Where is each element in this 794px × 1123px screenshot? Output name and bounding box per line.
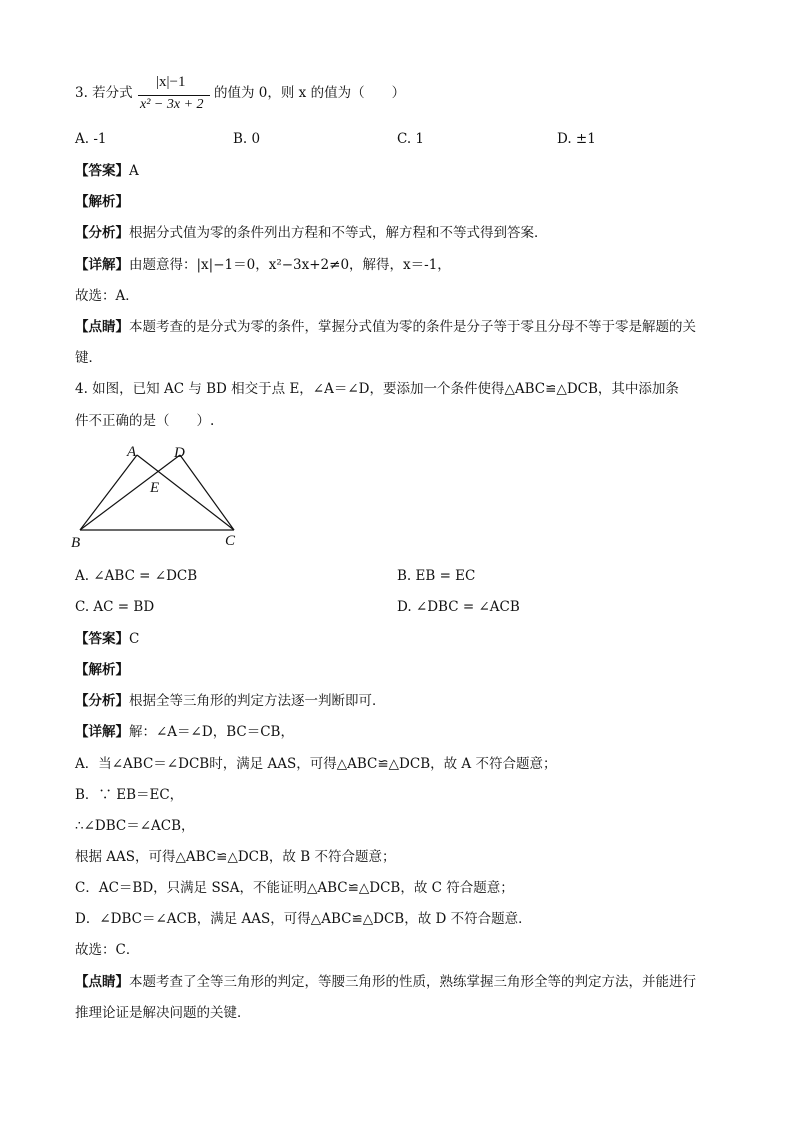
- q4-dianjing-cont: 推理论证是解决问题的关键．: [75, 1005, 251, 1021]
- q4-option-b: B. EB = EC: [397, 568, 476, 584]
- xiangjie-tag: 【详解】: [75, 257, 129, 273]
- dianjing-text: 本题考查的是分式为零的条件，掌握分式值为零的条件是分子等于零且分母不等于零是解题的关: [129, 319, 696, 335]
- q4-line-a: A．当∠ABC＝∠DCB时，满足 AAS，可得△ABC≌△DCB，故 A 不符合题意；: [75, 756, 557, 772]
- segment-ab: [80, 455, 137, 530]
- q4-analysis-tag: 【解析】: [75, 662, 129, 678]
- q4-line-b: B．∵ EB＝EC，: [75, 787, 184, 803]
- q3-option-d: D. ±1: [557, 131, 596, 147]
- q3-option-a: A. -1: [75, 131, 107, 147]
- q4-option-d: D. ∠DBC = ∠ACB: [397, 599, 520, 615]
- fraction-bar: [138, 95, 210, 96]
- segment-dc: [180, 455, 234, 530]
- xiangjie-tag: 【详解】: [75, 724, 129, 740]
- q3-denominator: x² − 3x + 2: [140, 97, 204, 112]
- q3-xiangjie: [75, 256, 451, 274]
- q4-stem-line1: 4. 如图，已知 AC 与 BD 相交于点 E，∠A＝∠D，要添加一个条件使得△ABC≌△DCB，其中添加条: [75, 381, 679, 397]
- q3-guxuan: 故选：A．: [75, 288, 139, 304]
- q4-dianjing: [75, 973, 696, 991]
- answer-tag: 【答案】: [75, 631, 129, 647]
- q4-answer: [75, 630, 139, 648]
- dianjing-text: 本题考查了全等三角形的判定，等腰三角形的性质，熟练掌握三角形全等的判定方法，并能进行: [129, 974, 696, 990]
- q4-option-a: A. ∠ABC = ∠DCB: [75, 568, 198, 584]
- q3-suffix: 的值为 0，则 x 的值为（ ）: [214, 85, 406, 101]
- q3-stem: [75, 84, 133, 102]
- q3-analysis-tag: 【解析】: [75, 194, 129, 210]
- label-c: C: [225, 533, 236, 549]
- q3-fraction: [138, 74, 212, 116]
- q3-answer: [75, 162, 139, 180]
- fenxi-text: 根据分式值为零的条件列出方程和不等式，解方程和不等式得到答案．: [129, 225, 548, 241]
- q4-option-c: C. AC = BD: [75, 599, 155, 615]
- q3-numerator: |x|−1: [156, 74, 186, 90]
- fenxi-tag: 【分析】: [75, 693, 129, 709]
- q4-xiangjie: [75, 723, 294, 741]
- q4-fenxi: [75, 692, 386, 710]
- q3-option-b: B. 0: [233, 131, 261, 147]
- q4-guxuan: 故选：C．: [75, 942, 140, 958]
- q4-line-d: D．∠DBC＝∠ACB，满足 AAS，可得△ABC≌△DCB，故 D 不符合题意．: [75, 911, 532, 927]
- label-a: A: [127, 444, 137, 460]
- label-b: B: [71, 535, 81, 551]
- fenxi-tag: 【分析】: [75, 225, 129, 241]
- q3-option-c: C. 1: [397, 131, 425, 147]
- q4-line-b3: 根据 AAS，可得△ABC≌△DCB，故 B 不符合题意；: [75, 849, 396, 865]
- answer-tag: 【答案】: [75, 163, 129, 179]
- q3-fenxi: [75, 224, 548, 242]
- q3-prefix: 3. 若分式: [75, 85, 133, 101]
- q4-line-b2: ∴∠DBC＝∠ACB，: [75, 818, 195, 834]
- answer-value: C: [129, 631, 140, 647]
- q4-triangle-figure: [68, 440, 268, 560]
- xiangjie-text: 解：∠A＝∠D，BC＝CB，: [129, 724, 294, 740]
- q3-dianjing: [75, 318, 696, 336]
- q4-stem-line2: 件不正确的是（ ）.: [75, 413, 215, 429]
- dianjing-tag: 【点睛】: [75, 319, 129, 335]
- fenxi-text: 根据全等三角形的判定方法逐一判断即可．: [129, 693, 386, 709]
- dianjing-tag: 【点睛】: [75, 974, 129, 990]
- q4-line-c: C．AC＝BD，只满足 SSA，不能证明△ABC≌△DCB，故 C 符合题意；: [75, 880, 514, 896]
- label-e: E: [150, 480, 160, 496]
- label-d: D: [174, 445, 185, 461]
- answer-value: A: [129, 163, 139, 179]
- xiangjie-text: 由题意得：|x|−1＝0，x²−3x+2≠0，解得，x＝-1，: [129, 257, 451, 273]
- q3-dianjing-cont: 键．: [75, 350, 102, 366]
- segment-bd: [80, 455, 180, 530]
